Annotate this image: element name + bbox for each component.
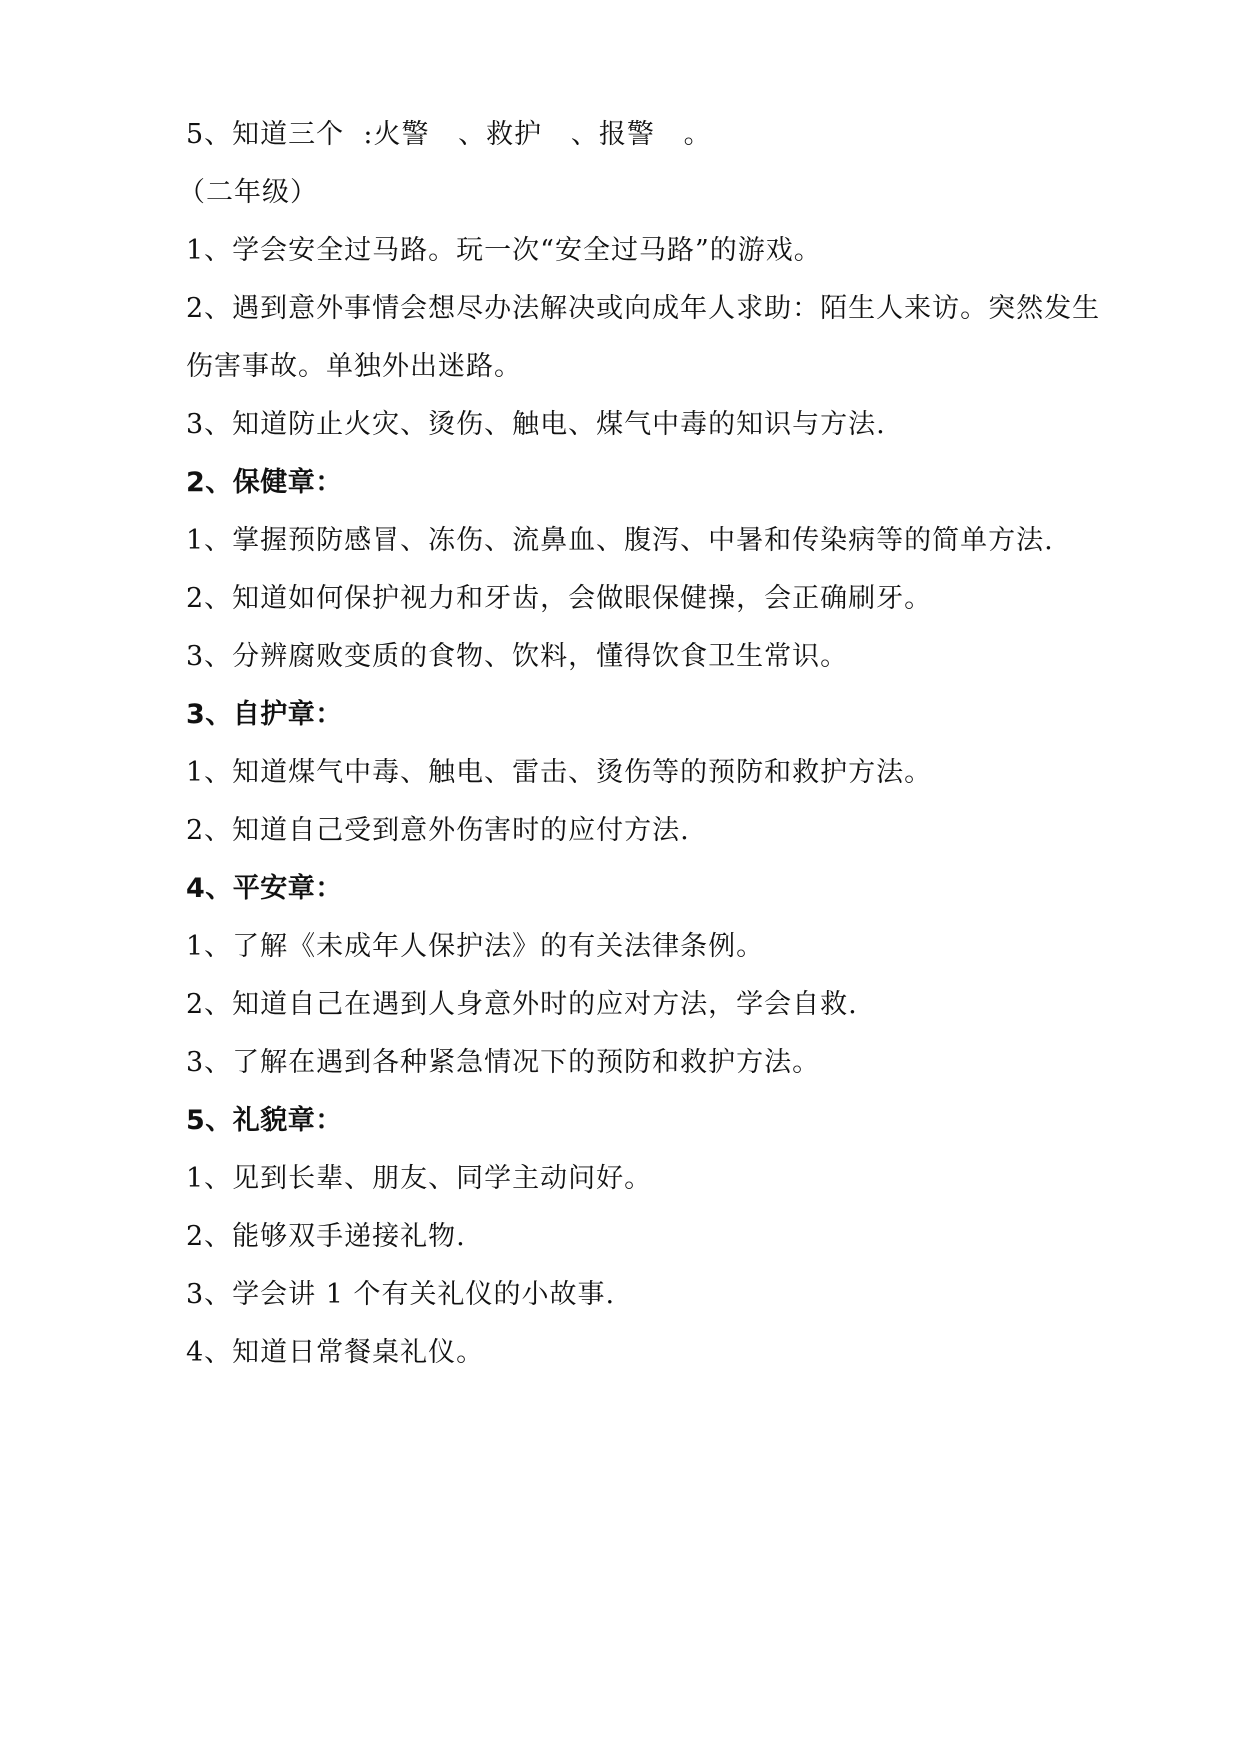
text-line: 2、能够双手递接礼物. <box>186 1221 466 1252</box>
text-line: 3、了解在遇到各种紧急情况下的预防和救护方法。 <box>186 1047 821 1078</box>
section-heading-self-protection: 3、自护章： <box>186 699 343 730</box>
text-line: 1、学会安全过马路。玩一次“安全过马路”的游戏。 <box>186 235 822 266</box>
text-line: 4、知道日常餐桌礼仪。 <box>186 1337 485 1368</box>
text-line-emergency-numbers: 5、知道三个 :火警 、救护 、报警 。 <box>186 119 712 150</box>
text-line: 3、学会讲 1 个有关礼仪的小故事. <box>186 1279 616 1310</box>
section-heading-courtesy: 5、礼貌章： <box>186 1105 343 1136</box>
section-heading-health: 2、保健章： <box>186 467 343 498</box>
text-line: 2、知道自己受到意外伤害时的应付方法. <box>186 815 690 846</box>
grade-heading: （二年级） <box>178 177 318 208</box>
text-line: 1、了解《未成年人保护法》的有关法律条例。 <box>186 931 765 962</box>
text-line: 2、知道自己在遇到人身意外时的应对方法，学会自救. <box>186 989 858 1020</box>
text-line: 3、分辨腐败变质的食物、饮料，懂得饮食卫生常识。 <box>186 641 849 672</box>
text-line: 1、见到长辈、朋友、同学主动问好。 <box>186 1163 653 1194</box>
text-line: 2、遇到意外事情会想尽办法解决或向成年人求助：陌生人来访。突然发生 <box>186 293 1101 324</box>
text-line: 3、知道防止火灾、烫伤、触电、煤气中毒的知识与方法. <box>186 409 886 440</box>
section-heading-safety: 4、平安章： <box>186 873 343 904</box>
text-line: 2、知道如何保护视力和牙齿，会做眼保健操，会正确刷牙。 <box>186 583 933 614</box>
text-line: 1、掌握预防感冒、冻伤、流鼻血、腹泻、中暑和传染病等的简单方法. <box>186 525 1054 556</box>
text-line: 1、知道煤气中毒、触电、雷击、烫伤等的预防和救护方法。 <box>186 757 933 788</box>
text-line: 伤害事故。单独外出迷路。 <box>186 351 522 382</box>
